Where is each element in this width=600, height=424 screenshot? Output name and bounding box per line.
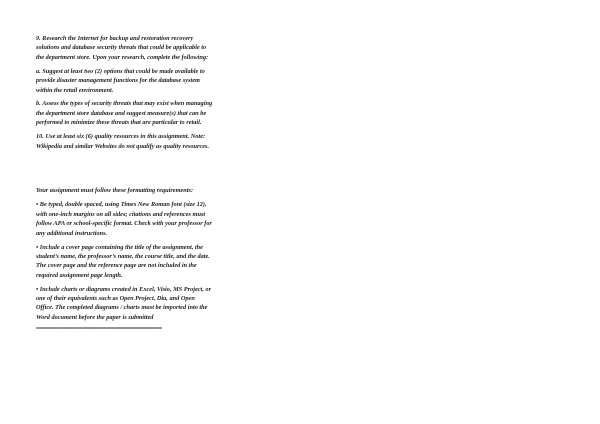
text-line: one of their equivalents such as Open Project, Dia, and Open bbox=[36, 295, 195, 303]
text-line: the department store. Upon your research, complete the following: bbox=[36, 53, 209, 61]
text-line: student’s name, the professor’s name, the course title, and the date. bbox=[36, 252, 210, 260]
text-line: Wikipedia and similar Websites do not qualify as quality resources. bbox=[36, 142, 210, 150]
text-line: provide disaster management functions for the database system bbox=[36, 77, 200, 85]
item-a bbox=[36, 67, 272, 95]
text-line: • Be typed, double spaced, using Times New Roman font (size 12), bbox=[36, 201, 207, 209]
item-10 bbox=[36, 132, 272, 151]
heading-line: Your assignment must follow these formatting requirements: bbox=[36, 187, 194, 195]
divider-line: ========================================== bbox=[36, 325, 162, 333]
item-9 bbox=[36, 34, 272, 62]
bullet-charts bbox=[36, 285, 272, 323]
text-line: 9. Research the Internet for backup and restoration recovery bbox=[36, 35, 194, 42]
text-line: • Include a cover page containing the title of the assignment, the bbox=[36, 243, 203, 251]
text-line: within the retail environment. bbox=[36, 86, 114, 94]
item-b bbox=[36, 99, 272, 127]
text-line: The cover page and the reference page are not included in the bbox=[36, 262, 197, 270]
text-line: with one-inch margins on all sides; citations and references must bbox=[36, 210, 206, 218]
text-line: a. Suggest at least two (2) options that could be made available to bbox=[36, 67, 205, 75]
text-line: the department store database and suggest measure(s) that can be bbox=[36, 109, 207, 117]
text-line: performed to minimize these threats that are particular to retail. bbox=[36, 119, 202, 127]
formatting-heading bbox=[36, 186, 272, 195]
text-line: Office. The completed diagrams / charts must be imported into the bbox=[36, 304, 208, 312]
text-line: Word document before the paper is submitted bbox=[36, 313, 154, 321]
text-line: follow APA or school-specific format. Check with your professor for bbox=[36, 220, 212, 228]
text-line: solutions and database security threats that could be applicable to bbox=[36, 44, 207, 52]
text-line: 10. Use at least six (6) quality resources in this assignment. Note: bbox=[36, 133, 206, 141]
bullet-cover-page bbox=[36, 243, 272, 281]
text-column bbox=[36, 34, 272, 334]
bullet-format bbox=[36, 200, 272, 238]
text-line: • Include charts or diagrams created in Excel, Visio, MS Project, or bbox=[36, 285, 212, 293]
text-line: required assignment page length. bbox=[36, 271, 123, 279]
text-line: b. Assess the types of security threats that may exist when managing bbox=[36, 100, 213, 108]
text-line: any additional instructions. bbox=[36, 229, 108, 237]
